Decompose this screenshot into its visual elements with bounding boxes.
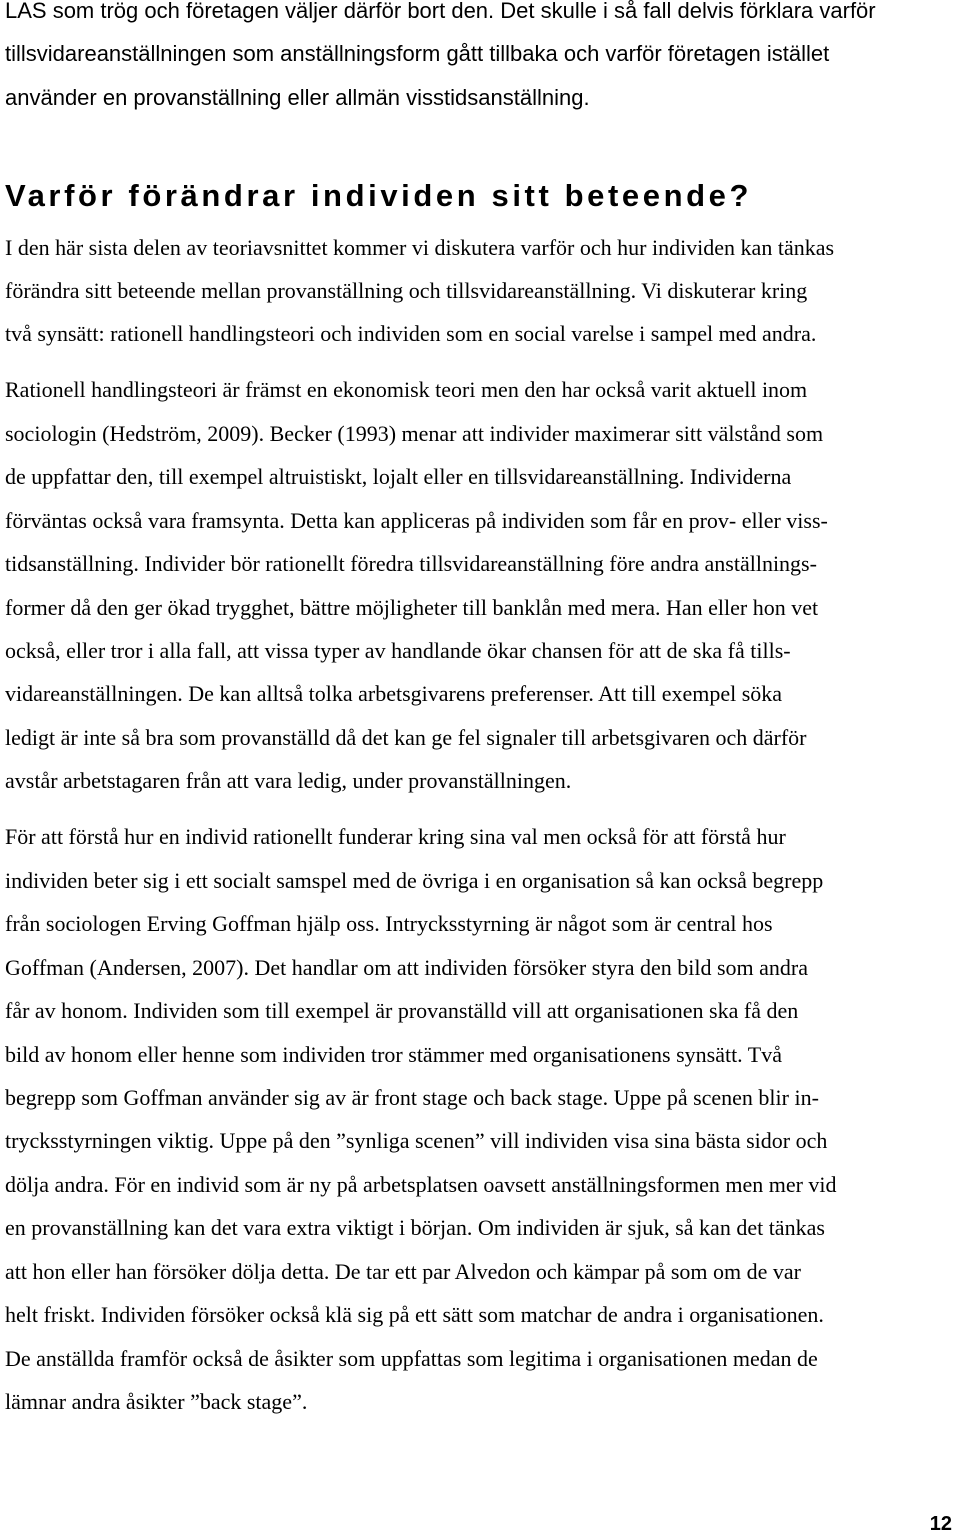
text-line: individen beter sig i ett socialt samspel med de övriga i en organisation så kan också begrepp — [5, 868, 824, 893]
text-line: från sociologen Erving Goffman hjälp oss. Intrycksstyrning är något som är central hos — [5, 911, 773, 936]
text-line: en provanställning kan det vara extra viktigt i början. Om individen är sjuk, så kan det tänkas — [5, 1215, 825, 1240]
section-heading: Varför förändrar individen sitt beteende? — [5, 178, 753, 213]
text-line: vidareanställningen. De kan alltså tolka arbetsgivarens preferenser. Att till exempel söka — [5, 681, 783, 706]
text-line: Rationell handlingsteori är främst en ekonomisk teori men den har också varit aktuell inom — [5, 377, 808, 402]
text-line: helt friskt. Individen försöker också klä sig på ett sätt som matchar de andra i organisationen. — [5, 1302, 824, 1327]
text-line: LAS som trög och företagen väljer därför bort den. Det skulle i så fall delvis förklara varför — [5, 0, 876, 23]
text-line: dölja andra. För en individ som är ny på arbetsplatsen oavsett anställningsformen men mer vid — [5, 1172, 837, 1197]
text-line: former då den ger ökad trygghet, bättre möjligheter till banklån med mera. Han eller hon vet — [5, 595, 819, 620]
text-line: sociologin (Hedström, 2009). Becker (1993) menar att individer maximerar sitt välstånd som — [5, 421, 824, 446]
text-line: de uppfattar den, till exempel altruistiskt, lojalt eller en tillsvidareanställning. Individerna — [5, 464, 792, 489]
text-line: Goffman (Andersen, 2007). Det handlar om att individen försöker styra den bild som andra — [5, 955, 808, 980]
text-line: lämnar andra åsikter ”back stage”. — [5, 1389, 308, 1414]
text-line: bild av honom eller henne som individen tror stämmer med organisationens synsätt. Två — [5, 1042, 782, 1067]
text-line: De anställda framför också de åsikter som uppfattas som legitima i organisationen medan de — [5, 1346, 818, 1371]
text-line: tidsanställning. Individer bör rationellt föredra tillsvidareanställning före andra anställnings- — [5, 551, 817, 576]
text-line: avstår arbetstagaren från att vara ledig, under provanställningen. — [5, 768, 572, 793]
page-number: 12 — [929, 1513, 952, 1535]
text-line: två synsätt: rationell handlingsteori och individen som en social varelse i sampel med andra. — [5, 321, 817, 346]
text-line: att hon eller han försöker dölja detta. De tar ett par Alvedon och kämpar på som om de var — [5, 1259, 802, 1284]
text-line: förväntas också vara framsynta. Detta kan appliceras på individen som får en prov- eller viss- — [5, 508, 828, 533]
text-line: får av honom. Individen som till exempel är provanställd vill att organisationen ska få den — [5, 998, 799, 1023]
text-line: ledigt är inte så bra som provanställd då det kan ge fel signaler till arbetsgivaren och därför — [5, 725, 807, 750]
text-line: För att förstå hur en individ rationellt funderar kring sina val men också för att förstå hur — [5, 824, 786, 849]
text-line: också, eller tror i alla fall, att vissa typer av handlande ökar chansen för att de ska få tills- — [5, 638, 791, 663]
text-line: använder en provanställning eller allmän visstidsanställning. — [5, 85, 590, 110]
text-line: I den här sista delen av teoriavsnittet kommer vi diskutera varför och hur individen kan tänkas — [5, 235, 835, 260]
text-line: begrepp som Goffman använder sig av är front stage och back stage. Uppe på scenen blir in- — [5, 1085, 819, 1110]
text-line: trycksstyrningen viktig. Uppe på den ”synliga scenen” vill individen visa sina bästa sidor och — [5, 1128, 828, 1153]
text-line: förändra sitt beteende mellan provanställning och tillsvidareanställning. Vi diskuterar kring — [5, 278, 808, 303]
text-line: tillsvidareanställningen som anställningsform gått tillbaka och varför företagen istället — [5, 41, 830, 66]
